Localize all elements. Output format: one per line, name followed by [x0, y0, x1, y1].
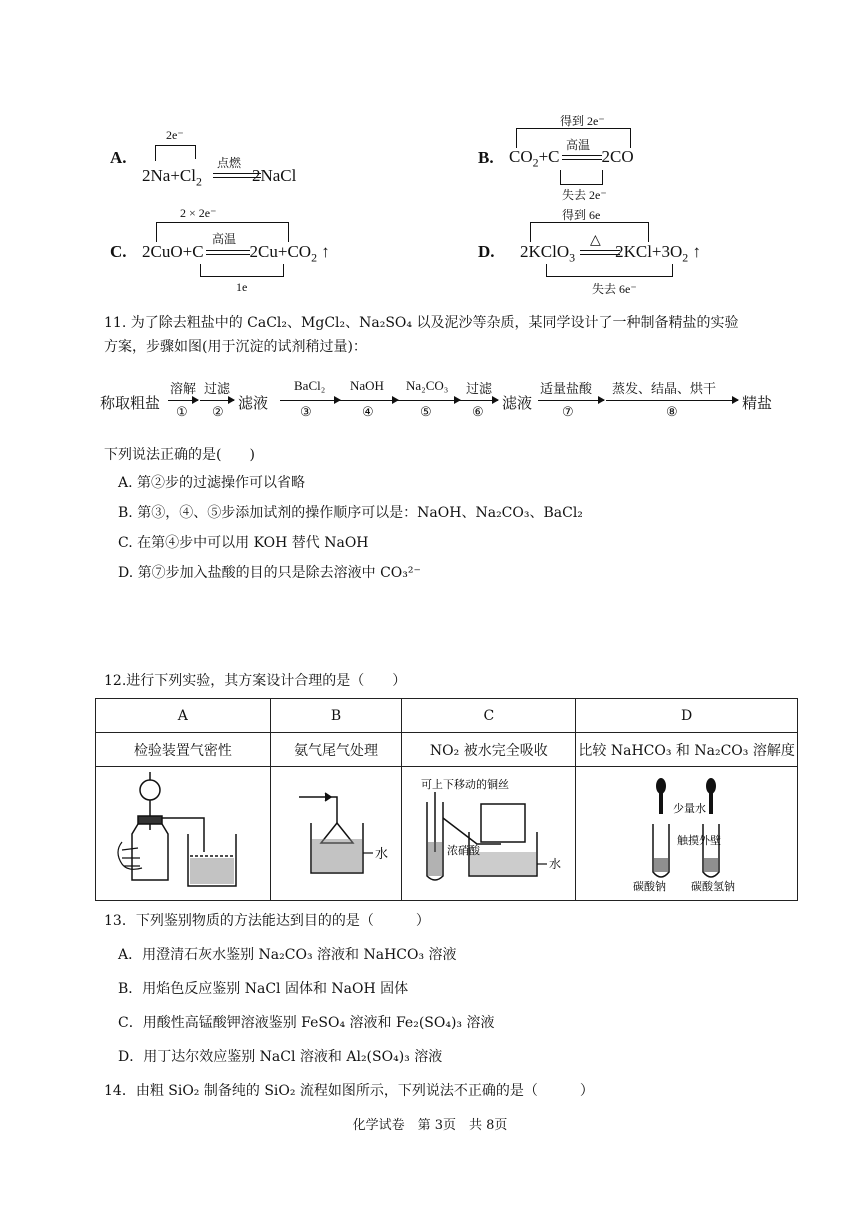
option-letter: D.	[478, 242, 495, 261]
flow-step7-label: 适量盐酸	[540, 381, 593, 396]
flow-step3-label: BaCl₂	[294, 378, 326, 393]
q12-stem: 12.进行下列实验，其方案设计合理的是（ ）	[104, 673, 407, 689]
title-d: 比较 NaHCO₃ 和 Na₂CO₃ 溶解度	[576, 733, 798, 767]
no2-absorption-image	[409, 772, 569, 892]
q11-option-a: A. 第②步的过滤操作可以省略	[118, 475, 306, 491]
sodium-carbonate-label: 碳酸钠	[632, 879, 666, 892]
water-label: 水	[548, 856, 561, 871]
reaction-condition: 高温	[566, 138, 591, 152]
equation-d	[0, 0, 860, 300]
apparatus-a	[96, 767, 271, 901]
flow-step5-num: ⑤	[420, 404, 432, 419]
electron-transfer-label: 2 × 2e⁻	[180, 206, 217, 220]
apparatus-c	[402, 767, 576, 901]
q14-stem: 14．由粗 SiO₂ 制备纯的 SiO₂ 流程如图所示，下列说法不正确的是（ ）	[104, 1083, 594, 1099]
option-letter: C.	[110, 242, 127, 261]
q13-option-b: B．用焰色反应鉴别 NaCl 固体和 NaOH 固体	[118, 981, 409, 997]
flow-step4-num: ④	[362, 404, 374, 419]
q11-stem-line2: 方案，步骤如图(用于沉淀的试剂稍过量)：	[104, 339, 367, 355]
solubility-comparison-image	[587, 772, 787, 892]
sodium-bicarbonate-label: 碳酸氢钠	[690, 879, 735, 892]
chemical-equation: $2Na+Cl_2$ 2NaCl	[142, 166, 297, 189]
touch-wall-label: 触摸外壁	[676, 833, 721, 847]
option-letter: B.	[478, 148, 494, 167]
header-a: A	[96, 699, 271, 733]
title-a: 检验装置气密性	[96, 733, 271, 767]
water-label: 水	[375, 846, 389, 862]
electron-transfer-label: 2e⁻	[166, 128, 184, 142]
flow-step2-label: 过滤	[204, 381, 231, 396]
chemical-equation: $CO_2+C$ 2CO	[509, 147, 634, 170]
flow-start: 称取粗盐	[100, 396, 161, 412]
option-letter: A.	[110, 148, 127, 167]
header-b: B	[270, 699, 402, 733]
copper-wire-label: 可上下移动的铜丝	[420, 777, 509, 791]
title-b: 氨气尾气处理	[270, 733, 402, 767]
ammonia-absorption-image	[281, 777, 391, 887]
airtightness-apparatus-image	[108, 772, 258, 892]
q11-stem-line1: 11. 为了除去粗盐中的 CaCl₂、MgCl₂、Na₂SO₄ 以及泥沙等杂质，某同学设计了一种制备精盐的实验	[104, 315, 739, 331]
q11-option-c: C. 在第④步中可以用 KOH 替代 NaOH	[118, 535, 369, 551]
header-d: D	[576, 699, 798, 733]
flow-step5-label: Na₂CO₃	[406, 378, 449, 393]
chemical-equation: 2CuO+C $2Cu+CO_2$ ↑	[142, 242, 330, 265]
q12-experiment-table	[95, 698, 798, 901]
q11-option-b: B. 第③，④、⑤步添加试剂的操作顺序可以是：NaOH、Na₂CO₃、BaCl₂	[118, 505, 583, 521]
q13-option-a: A．用澄清石灰水鉴别 Na₂CO₃ 溶液和 NaHCO₃ 溶液	[118, 947, 457, 963]
electron-note: 1e	[236, 280, 248, 294]
electron-loss-label: 失去 6e⁻	[592, 282, 637, 296]
electron-gain-label: 得到 6e	[562, 208, 601, 222]
q13-option-c: C．用酸性高锰酸钾溶液鉴别 FeSO₄ 溶液和 Fe₂(SO₄)₃ 溶液	[118, 1015, 495, 1031]
flow-step3-num: ③	[300, 404, 312, 419]
flow-step2-num: ②	[212, 404, 224, 419]
flow-step7-num: ⑦	[562, 404, 574, 419]
q13-option-d: D．用丁达尔效应鉴别 NaCl 溶液和 Al₂(SO₄)₃ 溶液	[118, 1049, 443, 1065]
electron-gain-label: 得到 2e⁻	[560, 114, 605, 128]
flow-step4-label: NaOH	[350, 378, 384, 393]
title-c: NO₂ 被水完全吸收	[402, 733, 576, 767]
reaction-condition: 高温	[212, 232, 237, 246]
flow-step8-num: ⑧	[666, 404, 678, 419]
flow-filtrate-2: 滤液	[502, 396, 533, 412]
flow-step1-num: ①	[176, 404, 188, 419]
flow-end: 精盐	[742, 396, 773, 412]
flow-step8-label: 蒸发、结晶、烘干	[612, 381, 717, 396]
q11-prompt: 下列说法正确的是( )	[104, 447, 255, 463]
flow-step6-num: ⑥	[472, 404, 484, 419]
q11-flow-diagram	[100, 378, 790, 428]
apparatus-d	[576, 767, 798, 901]
flow-filtrate-1: 滤液	[238, 396, 269, 412]
flow-step6-label: 过滤	[466, 381, 493, 396]
page-footer: 化学试卷 第 3页 共 8页	[352, 1118, 508, 1133]
reaction-condition: △	[590, 233, 601, 248]
q13-stem: 13．下列鉴别物质的方法能达到目的的是（ ）	[104, 913, 430, 929]
reaction-condition: 点燃	[217, 156, 242, 170]
small-water-label: 少量水	[672, 801, 706, 815]
conc-nitric-acid-label: 浓硝酸	[446, 843, 480, 857]
header-c: C	[402, 699, 576, 733]
electron-loss-label: 失去 2e⁻	[562, 188, 607, 202]
chemical-equation: 2KClO$_3$ $2KCl+3O_2$ ↑	[520, 242, 701, 265]
apparatus-b	[270, 767, 402, 901]
q11-option-d: D. 第⑦步加入盐酸的目的只是除去溶液中 CO₃²⁻	[118, 565, 421, 581]
flow-step1-label: 溶解	[170, 381, 197, 396]
